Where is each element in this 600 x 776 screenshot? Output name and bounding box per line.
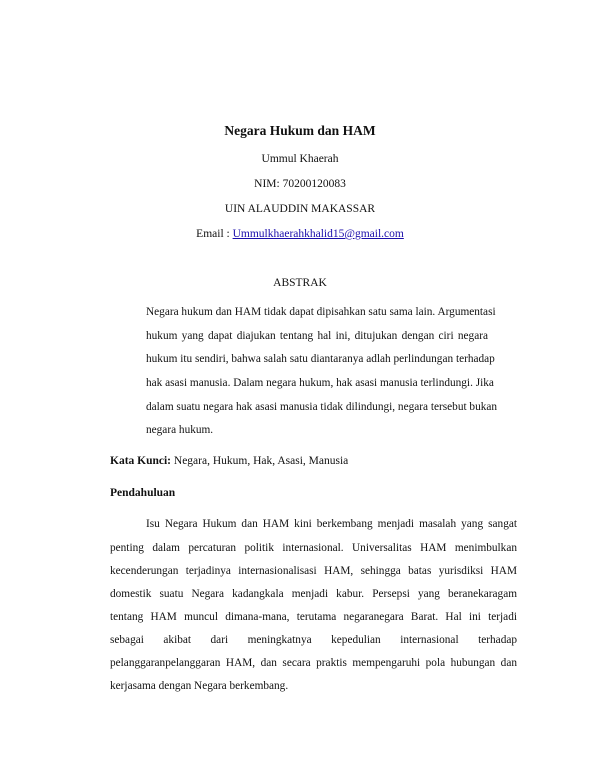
paragraph-line: domestik suatu Negara kadangkala menjadi kabur. Persepsi yang beranekaragam (110, 588, 517, 600)
abstract-line: hukum itu sendiri, bahwa salah satu diantaranya adlah perlindungan terhadap (146, 353, 495, 365)
paragraph-line: tentang HAM muncul dimana-mana, terutama negaranegara Barat. Hal ini terjadi (110, 611, 517, 623)
keywords-label: Kata Kunci: (110, 455, 172, 467)
institution-name: UIN ALAUDDIN MAKASSAR (224, 203, 376, 215)
keywords-line (110, 454, 348, 468)
paragraph-line: pelanggaranpelanggaran HAM, dan secara praktis mempengaruhi pola hubungan dan (110, 657, 517, 669)
student-id: NIM: 70200120083 (254, 178, 346, 190)
abstract-line: dalam suatu negara hak asasi manusia tidak dilindungi, negara tersebut bukan (146, 401, 498, 413)
paragraph-line: kecenderungan terjadinya internasionalisasi HAM, sehingga batas yurisdiksi HAM (110, 565, 517, 577)
paragraph-line: penting dalam percaturan politik internasional. Universalitas HAM menimbulkan (110, 542, 517, 554)
paragraph-line: sebagai akibat dari meningkatnya kepedulian internasional terhadap (110, 634, 517, 646)
abstract-heading: ABSTRAK (273, 277, 327, 289)
section-heading-introduction: Pendahuluan (110, 487, 176, 499)
email-link[interactable]: Ummulkhaerahkhalid15@gmail.com (232, 228, 404, 240)
abstract-line: negara hukum. (146, 424, 214, 436)
author-name: Ummul Khaerah (261, 153, 339, 165)
email-line (0, 227, 600, 241)
keywords-value: Negara, Hukum, Hak, Asasi, Manusia (173, 455, 349, 467)
abstract-line: Negara hukum dan HAM tidak dapat dipisahkan satu sama lain. Argumentasi (146, 306, 496, 318)
email-label: Email : (196, 228, 230, 240)
paragraph-line: kerjasama dengan Negara berkembang. (110, 680, 289, 692)
paper-title: Negara Hukum dan HAM (224, 123, 376, 138)
abstract-line: hak asasi manusia. Dalam negara hukum, hak asasi manusia terlindungi. Jika (146, 377, 494, 389)
paragraph-line: Isu Negara Hukum dan HAM kini berkembang menjadi masalah yang sangat (146, 518, 517, 530)
abstract-line: hukum yang dapat diajukan tentang hal ini, ditujukan dengan ciri negara (146, 330, 488, 342)
